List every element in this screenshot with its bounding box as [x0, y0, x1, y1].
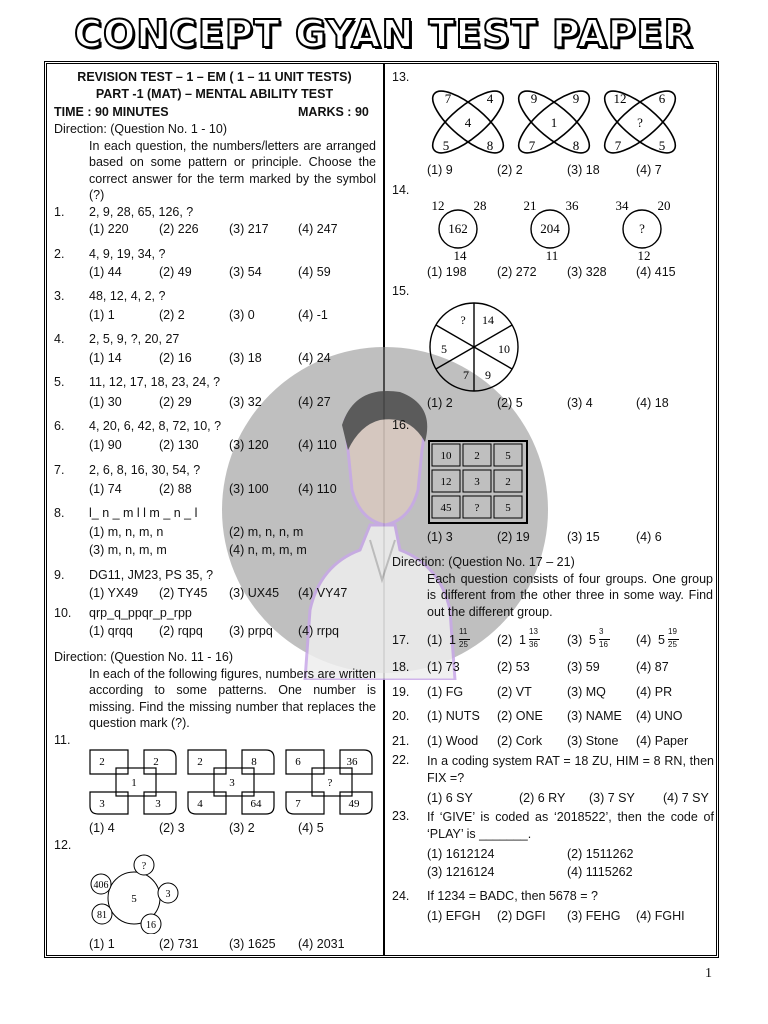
question-number: 13. [392, 70, 410, 84]
fig-number: 5 [658, 138, 666, 153]
q17-option-whole: 1 [519, 633, 526, 647]
question-number: 7. [54, 463, 65, 477]
direction-1-title: Direction: (Question No. 1 - 10) [54, 122, 227, 136]
fig-number: 7 [614, 138, 622, 153]
q10-option: (4) rrpq [298, 624, 339, 638]
fig-number: 12 [637, 248, 651, 262]
q15-option: (2) 5 [497, 396, 523, 410]
q17-option-denominator: 16 [599, 640, 608, 649]
fig-number: 5 [442, 138, 450, 153]
q19-option: (2) VT [497, 685, 532, 699]
question-text: 4, 9, 19, 34, ? [89, 247, 166, 261]
q10-option: (2) rqpq [159, 624, 203, 638]
fig-cell [144, 750, 176, 774]
q24-option: (2) DGFI [497, 909, 546, 923]
question-number: 8. [54, 506, 65, 520]
fig-number: 12 [613, 91, 627, 106]
q15-option: (4) 18 [636, 396, 669, 410]
fig-number: 3 [229, 777, 235, 789]
question-number: 1. [54, 205, 65, 219]
fig-number: 21 [523, 198, 537, 213]
question-text: 11, 12, 17, 18, 23, 24, ? [89, 375, 221, 389]
q24-option: (4) FGHI [636, 909, 685, 923]
q24-option: (3) FEHG [567, 909, 621, 923]
wheel-number: 7 [463, 368, 469, 382]
q16-option: (4) 6 [636, 530, 662, 544]
q11-option: (2) 3 [159, 821, 185, 835]
q11-option: (4) 5 [298, 821, 324, 835]
question-number: 10. [54, 606, 72, 620]
q22-option: (3) 7 SY [589, 791, 635, 805]
q15-figure [426, 302, 526, 392]
q22-option: (2) 6 RY [519, 791, 566, 805]
fig-number: 8 [572, 138, 580, 153]
q14-option: (3) 328 [567, 265, 607, 279]
grid-number: 2 [474, 450, 480, 462]
grid-number: 5 [505, 450, 511, 462]
q23-option: (3) 1216124 [427, 865, 495, 879]
q15-option: (3) 4 [567, 396, 593, 410]
grid-number: ? [474, 502, 480, 514]
q17-option-denominator: 25 [459, 640, 468, 649]
node-number: 406 [93, 880, 109, 891]
fig-cell [286, 750, 324, 774]
question-number: 22. [392, 753, 410, 767]
q8-option: (2) m, n, n, m [229, 525, 304, 539]
q14-figures [425, 198, 685, 262]
fig-number: 9 [572, 91, 580, 106]
q14-option: (1) 198 [427, 265, 467, 279]
fig-cell [90, 750, 128, 774]
q23-option: (2) 1511262 [567, 847, 634, 861]
question-number: 19. [392, 685, 410, 699]
q23-text: If ‘GIVE’ is coded as ‘2018522’, then the code of ‘PLAY’ is _______. [427, 810, 714, 841]
question-number: 14. [392, 183, 410, 197]
node-number: ? [141, 861, 147, 872]
fig-number: 9 [530, 91, 538, 106]
fig-number: 7 [444, 91, 452, 106]
q4-option: (3) 18 [229, 351, 262, 365]
fig-cell [90, 792, 128, 814]
q4-option: (4) 24 [298, 351, 331, 365]
q17-option-label: (4) [636, 633, 652, 647]
question-number: 20. [392, 709, 410, 723]
fig-number: 6 [295, 756, 301, 768]
q10-option: (3) prpq [229, 624, 273, 638]
q2-option: (3) 54 [229, 265, 262, 279]
question-text: 48, 12, 4, 2, ? [89, 289, 166, 303]
q3-option: (2) 2 [159, 308, 185, 322]
question-number: 6. [54, 419, 65, 433]
q20-option: (2) ONE [497, 709, 543, 723]
question-text: 2, 6, 8, 16, 30, 54, ? [89, 463, 201, 477]
fig-number: 36 [346, 756, 358, 768]
fig-number: ? [327, 777, 333, 789]
wheel-number: ? [460, 313, 466, 327]
direction-2-text: In each of the following figures, numbers are written according to some patterns. One number is missing. Find the missing number that replaces the question mark (?). [89, 667, 376, 730]
q2-option: (4) 59 [298, 265, 331, 279]
header-line2: PART -1 (MAT) – MENTAL ABILITY TEST [95, 87, 334, 101]
q13-option: (1) 9 [427, 163, 453, 177]
page-number: 1 [705, 966, 712, 981]
grid-number: 45 [440, 502, 452, 514]
q12-option: (4) 2031 [298, 937, 345, 951]
q8-option: (4) n, m, m, m [229, 543, 307, 557]
q7-option: (2) 88 [159, 482, 192, 496]
grid-number: 12 [440, 476, 452, 488]
fig-number: 2 [99, 756, 105, 768]
q16-option: (2) 19 [497, 530, 530, 544]
q12-option: (3) 1625 [229, 937, 276, 951]
fig-number: 12 [431, 198, 445, 213]
fig-number: 2 [153, 756, 159, 768]
q18-option: (3) 59 [567, 660, 600, 674]
q1-option: (3) 217 [229, 222, 269, 236]
header-line1: REVISION TEST – 1 – EM ( 1 – 11 UNIT TESTS) [77, 70, 352, 84]
fig-number: 7 [528, 138, 536, 153]
q6-option: (1) 90 [89, 438, 122, 452]
node-number: 81 [97, 910, 107, 921]
q13-figures [428, 86, 688, 158]
question-text: 2, 5, 9, ?, 20, 27 [89, 332, 180, 346]
fig-number: 3 [99, 798, 105, 810]
q13-option: (3) 18 [567, 163, 600, 177]
question-number: 2. [54, 247, 65, 261]
q23-option: (4) 1115262 [567, 865, 633, 879]
q22-option: (4) 7 SY [663, 791, 709, 805]
q6-option: (4) 110 [298, 438, 337, 452]
question-number: 5. [54, 375, 65, 389]
fig-number: 4 [197, 798, 203, 810]
fig-number: 49 [348, 798, 360, 810]
q17-option-numerator: 3 [599, 627, 604, 636]
direction-3-title: Direction: (Question No. 17 – 21) [392, 555, 575, 569]
q1-option: (1) 220 [89, 222, 129, 236]
fig-number: 36 [565, 198, 579, 213]
q17-option-label: (3) [567, 633, 583, 647]
direction-1-text: In each question, the numbers/letters are arranged based on some pattern or principle. Choose the correct answer for the term marked by the symbol (?) [89, 139, 376, 202]
fig-number: ? [639, 221, 645, 236]
question-number: 21. [392, 734, 410, 748]
question-number: 12. [54, 838, 72, 852]
q21-option: (1) Wood [427, 734, 479, 748]
q20-option: (3) NAME [567, 709, 622, 723]
q21-option: (4) Paper [636, 734, 689, 748]
fig-number: 8 [486, 138, 494, 153]
grid-number: 2 [505, 476, 511, 488]
question-number: 18. [392, 660, 410, 674]
question-number: 17. [392, 633, 410, 647]
q15-option: (1) 2 [427, 396, 453, 410]
fig-cell [286, 792, 324, 814]
fig-number: 11 [545, 248, 559, 262]
q11-option: (1) 4 [89, 821, 115, 835]
fig-number: 204 [540, 221, 560, 236]
q22-text: In a coding system RAT = 18 ZU, HIM = 8 RN, then FIX =? [427, 754, 714, 785]
q2-option: (1) 44 [89, 265, 122, 279]
question-number: 4. [54, 332, 65, 346]
wheel-number: 10 [498, 342, 510, 356]
question-number: 23. [392, 809, 410, 823]
q1-option: (4) 247 [298, 222, 338, 236]
q8-option: (1) m, n, m, n [89, 525, 164, 539]
q18-option: (4) 87 [636, 660, 669, 674]
q3-option: (1) 1 [89, 308, 115, 322]
q2-option: (2) 49 [159, 265, 192, 279]
fig-number: 6 [658, 91, 666, 106]
q17-option-whole: 5 [589, 633, 596, 647]
fig-number: 64 [250, 798, 262, 810]
q1-option: (2) 226 [159, 222, 199, 236]
q19-option: (4) PR [636, 685, 673, 699]
q6-option: (3) 120 [229, 438, 269, 452]
q18-option: (2) 53 [497, 660, 530, 674]
q22-option: (1) 6 SY [427, 791, 473, 805]
q9-option: (3) UX45 [229, 586, 280, 600]
q19-option: (3) MQ [567, 685, 606, 699]
q20-option: (1) NUTS [427, 709, 480, 723]
q13-option: (2) 2 [497, 163, 523, 177]
q16-option: (1) 3 [427, 530, 453, 544]
fig-number: 3 [155, 798, 161, 810]
fig-number: 34 [615, 198, 629, 213]
question-number: 3. [54, 289, 65, 303]
wheel-number: 9 [485, 368, 491, 382]
q5-option: (1) 30 [89, 395, 122, 409]
node-number: 16 [146, 920, 156, 931]
grid-number: 10 [440, 450, 452, 462]
question-number: 16. [392, 418, 410, 432]
question-text: l_ n _ m l l m _ n _ l [89, 506, 198, 520]
fig-cell [188, 750, 226, 774]
wheel-number: 14 [482, 313, 494, 327]
fig-number: 28 [473, 198, 487, 213]
q5-option: (2) 29 [159, 395, 192, 409]
question-number: 9. [54, 568, 65, 582]
q7-option: (1) 74 [89, 482, 122, 496]
q10-option: (1) qrqq [89, 624, 133, 638]
page-title: CONCEPT GYAN TEST PAPER [74, 12, 694, 56]
q16-option: (3) 15 [567, 530, 600, 544]
fig-number: 20 [657, 198, 671, 213]
fig-number: 14 [453, 248, 467, 262]
q13-option: (4) 7 [636, 163, 662, 177]
question-number: 11. [54, 733, 71, 747]
header-marks: MARKS : 90 [298, 105, 369, 119]
fig-number: ? [637, 115, 643, 130]
q7-option: (4) 110 [298, 482, 337, 496]
question-text: DG11, JM23, PS 35, ? [89, 568, 214, 582]
q9-option: (2) TY45 [159, 586, 208, 600]
fig-cell [188, 792, 226, 814]
q12-option: (1) 1 [89, 937, 115, 951]
fig-number: 7 [295, 798, 301, 810]
q4-option: (2) 16 [159, 351, 192, 365]
q12-option: (2) 731 [159, 937, 199, 951]
q20-option: (4) UNO [636, 709, 683, 723]
fig-number: 1 [131, 777, 137, 789]
grid-number: 5 [505, 502, 511, 514]
q21-option: (2) Cork [497, 734, 543, 748]
direction-3-text: Each question consists of four groups. One group is different from the other three in some way. Find out the different group. [427, 572, 713, 619]
fig-number: 4 [464, 115, 472, 130]
q17-option-label: (1) [427, 633, 443, 647]
q17-option-numerator: 19 [668, 627, 677, 636]
q14-option: (4) 415 [636, 265, 676, 279]
q4-option: (1) 14 [89, 351, 122, 365]
wheel-number: 5 [441, 342, 447, 356]
question-number: 24. [392, 889, 410, 903]
q3-option: (4) -1 [298, 308, 328, 322]
question-text: 2, 9, 28, 65, 126, ? [89, 205, 194, 219]
q14-option: (2) 272 [497, 265, 537, 279]
fig-number: 2 [197, 756, 203, 768]
question-text: qrp_q_ppqr_p_rpp [89, 606, 192, 620]
q17-option-numerator: 11 [459, 627, 468, 636]
q17-option-whole: 1 [449, 633, 456, 647]
q17-option-label: (2) [497, 633, 513, 647]
q24-text: If 1234 = BADC, then 5678 = ? [427, 889, 598, 903]
q18-option: (1) 73 [427, 660, 460, 674]
q17-option-whole: 5 [658, 633, 665, 647]
q6-option: (2) 130 [159, 438, 199, 452]
q19-option: (1) FG [427, 685, 464, 699]
header-time: TIME : 90 MINUTES [54, 105, 169, 119]
q5-option: (4) 27 [298, 395, 331, 409]
q16-figure [428, 440, 530, 524]
fig-number: 8 [251, 756, 257, 768]
question-number: 15. [392, 284, 410, 298]
q9-option: (1) YX49 [89, 586, 139, 600]
q9-option: (4) VY47 [298, 586, 348, 600]
fig-number: 1 [550, 115, 558, 130]
q21-option: (3) Stone [567, 734, 619, 748]
q11-figures [88, 748, 378, 818]
direction-2-title: Direction: (Question No. 11 - 16) [54, 650, 234, 664]
q17-option-denominator: 25 [668, 640, 677, 649]
q7-option: (3) 100 [229, 482, 269, 496]
q8-option: (3) m, n, m, m [89, 543, 167, 557]
q17-option-numerator: 13 [529, 627, 538, 636]
q3-option: (3) 0 [229, 308, 255, 322]
fig-cell [242, 750, 274, 774]
q17-option-denominator: 36 [529, 640, 538, 649]
grid-number: 3 [474, 476, 480, 488]
question-text: 4, 20, 6, 42, 8, 72, 10, ? [89, 419, 222, 433]
fig-number: 162 [448, 221, 468, 236]
fig-number: 4 [486, 91, 494, 106]
node-number: 3 [165, 889, 171, 900]
q5-option: (3) 32 [229, 395, 262, 409]
q12-figure [88, 852, 188, 934]
q24-option: (1) EFGH [427, 909, 481, 923]
q23-option: (1) 1612124 [427, 847, 495, 861]
q11-option: (3) 2 [229, 821, 255, 835]
center-number: 5 [131, 893, 137, 905]
